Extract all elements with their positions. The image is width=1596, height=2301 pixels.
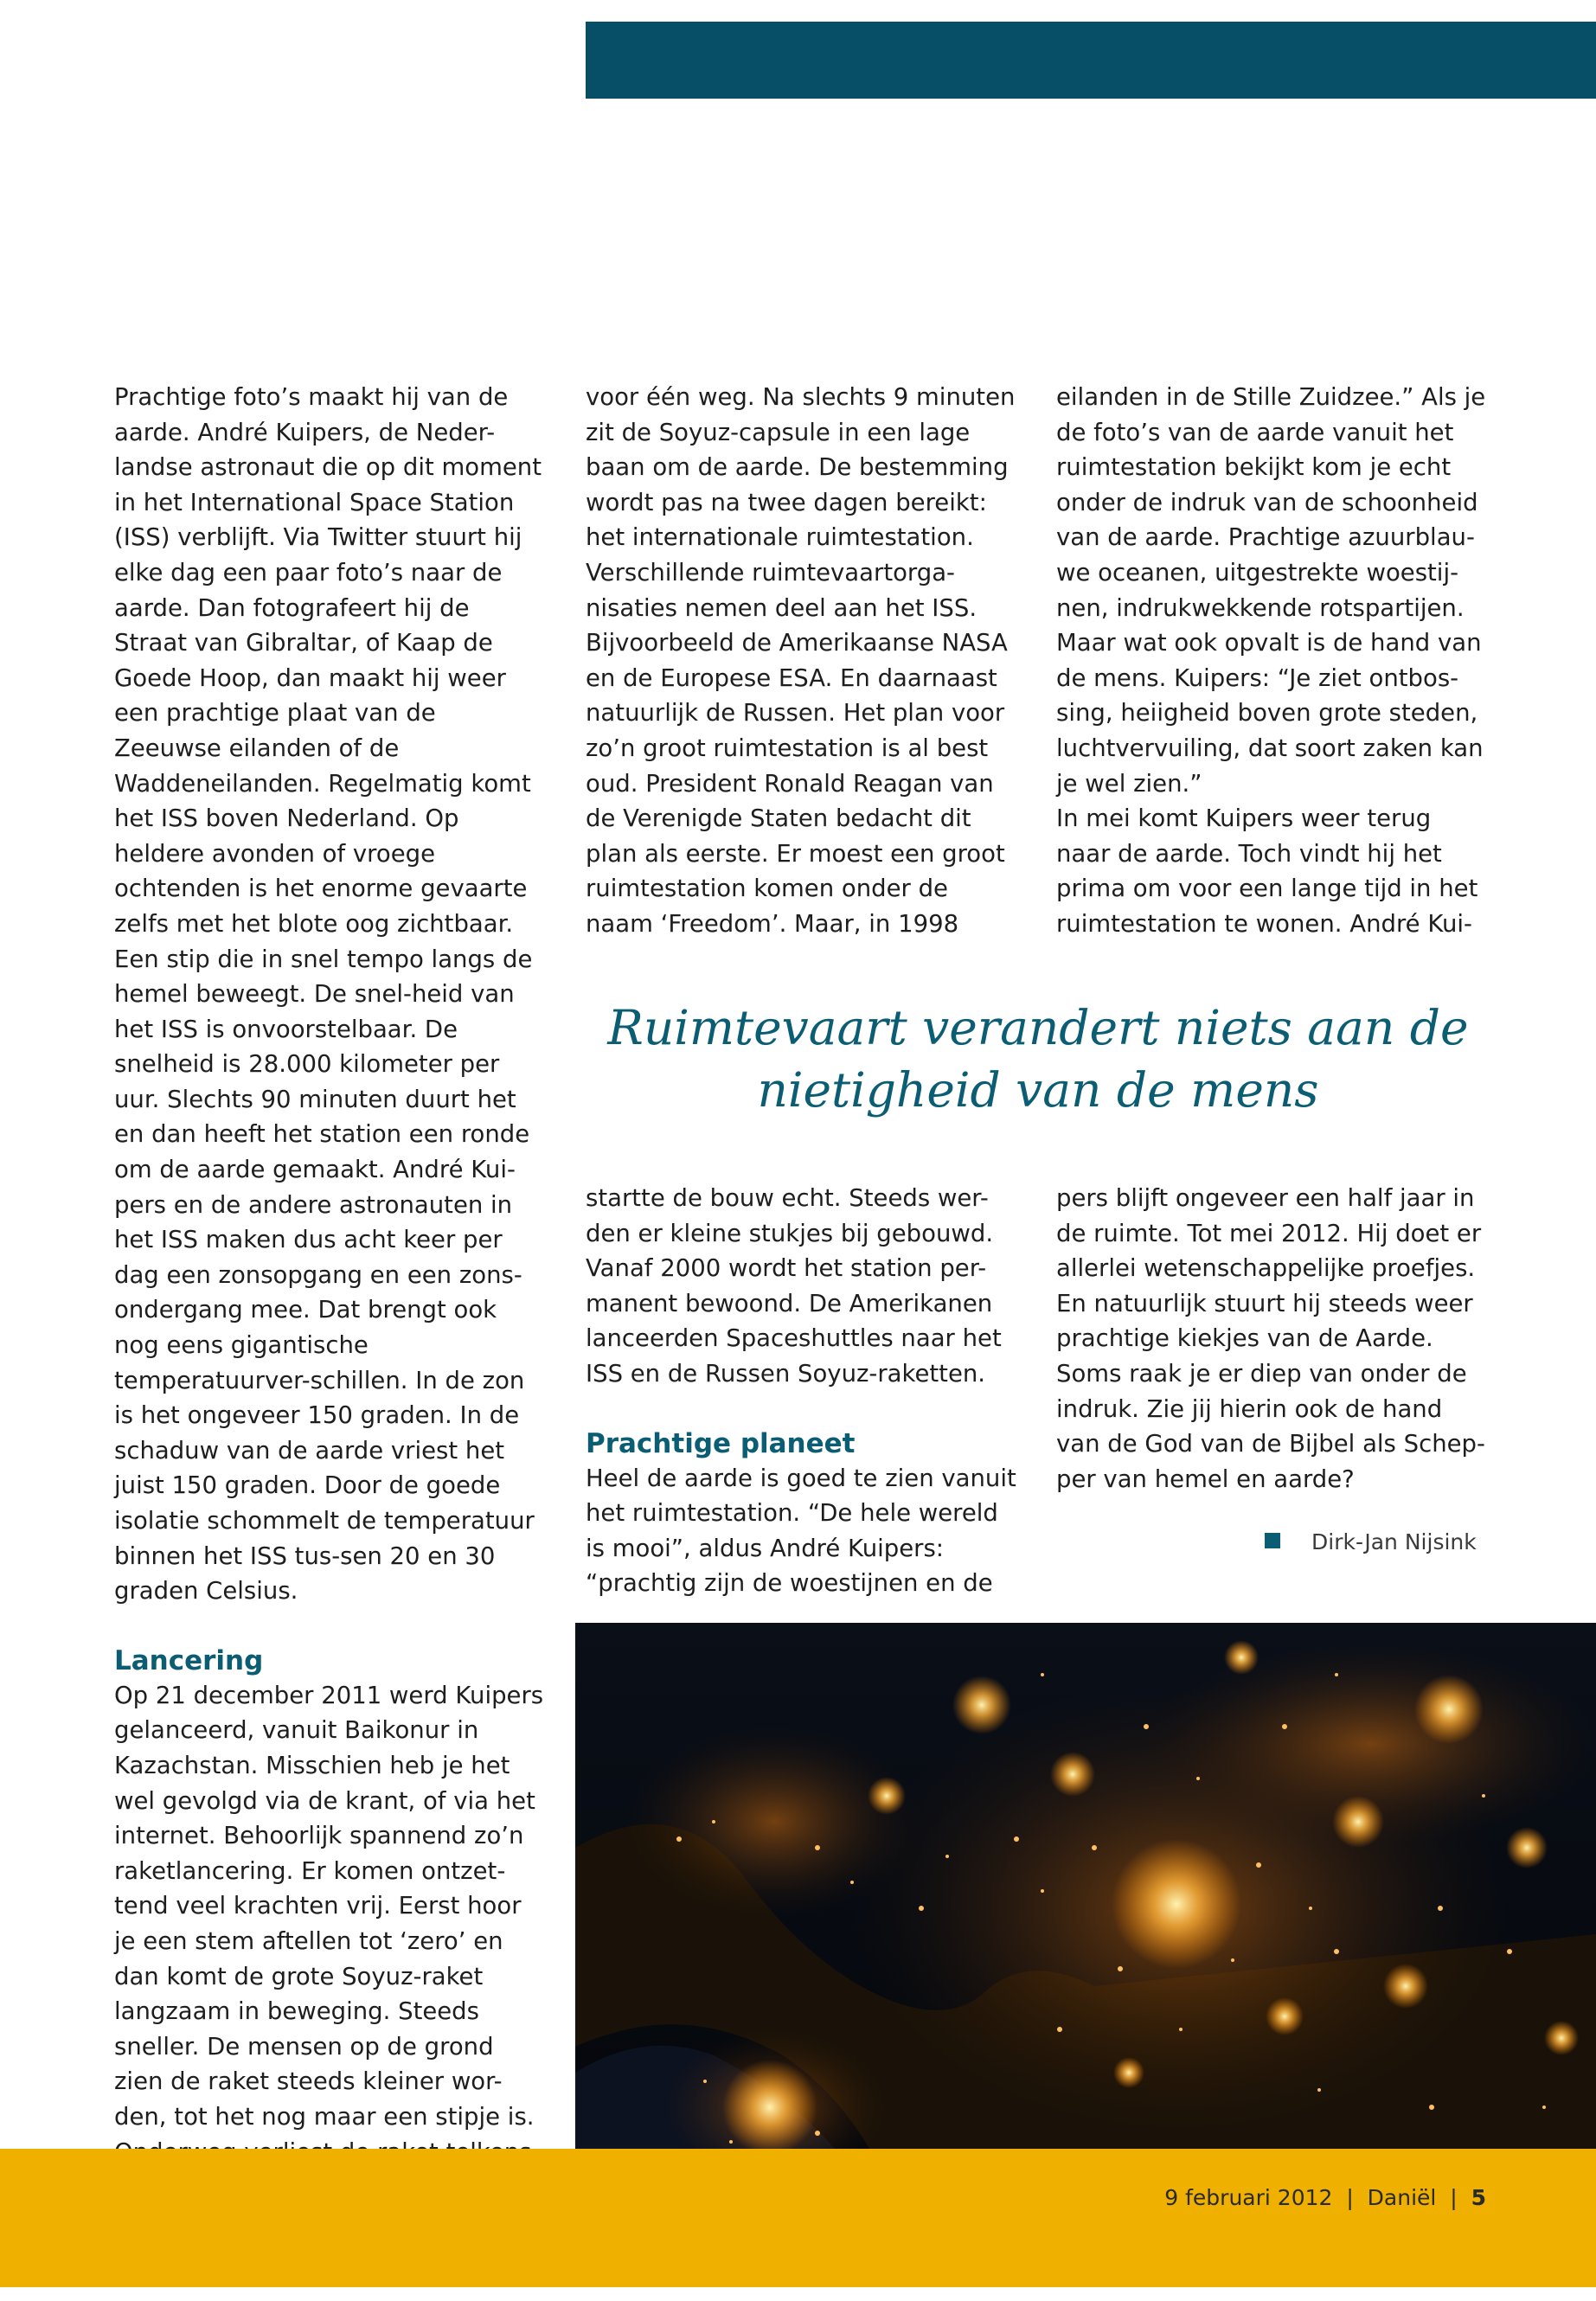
article-column-2-top bbox=[586, 380, 1018, 942]
square-bullet-icon bbox=[1265, 1533, 1280, 1548]
section-heading-lancering: Lancering bbox=[114, 1644, 264, 1676]
section-heading-prachtige-planeet: Prachtige planeet bbox=[586, 1427, 856, 1459]
footer-separator: | bbox=[1346, 2185, 1354, 2210]
article-paragraph: Prachtige foto’s maakt hij van de aarde. André Kuipers, de Neder-landse astronaut die op dit moment in het International Space Station (ISS) verblijft. Via Twitter stuurt hij elke dag een paar foto’s naar de aarde. Dan fotografeert hij de Straat van Gibraltar, of Kaap de Goede Hoop, dan maakt hij weer een prachtige plaat van de Zeeuwse eilanden of de Waddeneilanden. Regelmatig komt het ISS boven Nederland. Op heldere avonden of vroege ochtenden is het enorme gevaarte zelfs met het blote oog zichtbaar. Een stip die in snel tempo langs de hemel beweegt. De snel-heid van het ISS is onvoorstelbaar. De snelheid is 28.000 kilometer per uur. Slechts 90 minuten duurt het en dan heeft het station een ronde om de aarde gemaakt. André Kui-pers en de andere astronauten in het ISS maken dus acht keer per dag een zonsopgang en een zons-ondergang mee. Dat brengt ook nog eens gigantische temperatuurver-schillen. In de zon is het ongeveer 150 graden. In de schaduw van de aarde vriest het juist 150 graden. Door de goede isolatie schommelt de temperatuur binnen het ISS tus-sen 20 en 30 graden Celsius. bbox=[114, 383, 542, 1606]
article-paragraph: eilanden in de Stille Zuidzee.” Als je de foto’s van de aarde vanuit het ruimtestation bekijkt kom je echt onder de indruk van de schoonheid van de aarde. Prachtige azuurblau-we oceanen, uitgestrekte woestij-nen, indrukwekkende rotspartijen. Maar wat ook opvalt is de hand van de mens. Kuipers: “Je ziet ontbos-sing, heiigheid boven grote steden, luchtvervuiling, dat soort zaken kan je wel zien.” bbox=[1056, 383, 1486, 798]
article-column-3-bottom bbox=[1056, 1181, 1489, 1497]
earth-at-night-photo bbox=[575, 1623, 1596, 2149]
header-color-band bbox=[586, 22, 1596, 99]
page-number: 5 bbox=[1471, 2185, 1486, 2210]
article-paragraph: voor één weg. Na slechts 9 minuten zit de Soyuz-capsule in een lage baan om de aarde. De bestemming wordt pas na twee dagen bereikt: het internationale ruimtestation. Verschillende ruimtevaartorga-nisaties nemen deel aan het ISS. Bijvoorbeeld de Amerikaanse NASA en de Europese ESA. En daarnaast natuurlijk de Russen. Het plan voor zo’n groot ruimtestation is al best oud. President Ronald Reagan van de Verenigde Staten bedacht dit plan als eerste. Er moest een groot ruimtestation komen onder de naam ‘Freedom’. Maar, in 1998 bbox=[586, 383, 1016, 938]
article-column-1 bbox=[114, 380, 547, 2205]
footer-band bbox=[0, 2149, 1596, 2287]
pull-quote-line: nietigheid van de mens bbox=[757, 1062, 1319, 1118]
article-paragraph: Op 21 december 2011 werd Kuipers gelanceerd, vanuit Baikonur in Kazachstan. Misschien heb je het wel gevolgd via de krant, of via het internet. Behoorlijk spannend zo’n raketlancering. Er komen ontzet-tend veel krachten vrij. Eerst hoor je een stem aftellen tot ‘zero’ en dan komt de grote Soyuz-raket langzaam in beweging. Steeds sneller. De mensen op de grond zien de raket steeds kleiner wor-den, tot het nog maar een stipje is. bbox=[114, 1681, 544, 2131]
article-paragraph: Heel de aarde is goed te zien vanuit het ruimtestation. “De hele wereld is mooi”, aldus André Kuipers: “prachtig zijn de woestijnen en de bbox=[586, 1464, 1016, 1598]
article-column-3-top bbox=[1056, 380, 1489, 942]
article-column-2-bottom bbox=[586, 1181, 1018, 1601]
article-paragraph: In mei komt Kuipers weer terug naar de aarde. Toch vindt hij het prima om voor een lange tijd in het ruimtestation te wonen. André Kui- bbox=[1056, 804, 1478, 938]
footer-separator: | bbox=[1450, 2185, 1458, 2210]
page-footer bbox=[1164, 2185, 1486, 2210]
author-name: Dirk-Jan Nijsink bbox=[1311, 1529, 1477, 1554]
article-paragraph: pers blijft ongeveer een half jaar in de ruimte. Tot mei 2012. Hij doet er allerlei wetenschappelijke proefjes. En natuurlijk stuurt hij steeds weer prachtige kiekjes van de Aarde. Soms raak je er diep van onder de indruk. Zie jij hierin ook de hand van de God van de Bijbel als Schep-per van hemel en aarde? bbox=[1056, 1184, 1485, 1493]
publication-name: Daniël bbox=[1367, 2185, 1437, 2210]
article-paragraph: startte de bouw echt. Steeds wer-den er kleine stukjes bij gebouwd. Vanaf 2000 wordt het station per-manent bewoond. De Amerikanen lanceerden Spaceshuttles naar het ISS en de Russen Soyuz-raketten. bbox=[586, 1184, 1002, 1388]
pull-quote-line: Ruimtevaart verandert niets aan de bbox=[607, 1000, 1469, 1055]
pull-quote bbox=[606, 997, 1471, 1121]
issue-date: 9 februari 2012 bbox=[1164, 2185, 1333, 2210]
author-byline bbox=[1265, 1529, 1477, 1554]
